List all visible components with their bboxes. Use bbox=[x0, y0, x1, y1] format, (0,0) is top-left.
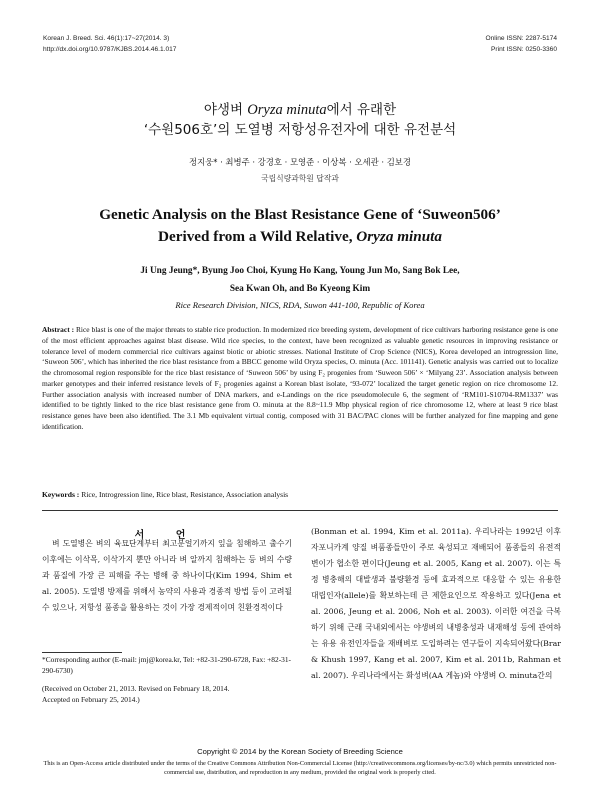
keywords-label: Keywords : bbox=[42, 490, 80, 499]
keywords-text: Rice, Introgression line, Rice blast, Resistance, Association analysis bbox=[81, 490, 289, 499]
english-authors-line1: Ji Ung Jeung*, Byung Joo Choi, Kyung Ho Kang, Young Jun Mo, Sang Bok Lee, bbox=[140, 266, 460, 276]
english-title bbox=[0, 204, 600, 248]
english-authors bbox=[0, 262, 600, 298]
footnote-divider bbox=[42, 652, 122, 653]
english-title-line2 bbox=[0, 226, 600, 248]
korean-title-line2: ‘수원506호’의 도열병 저항성유전자에 대한 유전분석 bbox=[143, 122, 457, 138]
right-column bbox=[311, 524, 561, 684]
accepted-date: Accepted on February 25, 2014.) bbox=[42, 694, 140, 704]
english-affiliation: Rice Research Division, NICS, RDA, Suwon 441-100, Republic of Korea bbox=[175, 300, 425, 310]
korean-authors: 정지웅* · 최병주 · 강경호 · 모영준 · 이상복 · 오세관 · 김보경 bbox=[188, 157, 411, 167]
received-dates: (Received on October 21, 2013. Revised on February 18, 2014. bbox=[42, 684, 230, 693]
journal-citation: Korean J. Breed. Sci. 46(1):17~27(2014. 3) bbox=[43, 35, 170, 42]
journal-header-left bbox=[43, 34, 176, 55]
abstract-text: Rice blast is one of the major threats to stable rice production. In modernized rice breeding system, development of rice cultivars harboring resistance gene is one of the most efficient approaches against blast disease. Wild rice species, to the context, have been recognized as valuable genetic resources in improving resistance or tolerance level of modern commercial rice cultivars against biotic or abiotic stresses. National Institute of Crop Science (NICS), Korea developed an introgression line, ‘Suweon 506’, which has inherited the rice blast resistance from a BBCC genome wild Oryza species, O. minuta (Acc. 101141). Genetic analysis was carried out to localize the chromosomal region responsible for the rice blast resistance of ‘Suweon 506’ by using F₂ progenies from ‘Suweon 506’ × ‘Milyang 23’. Association analysis between marker genotypes and their inferred resistance levels of F₂ progenies against a Korean blast isolate, ‘93-072’ localized the target genetic region on rice chromosome 12. Further association analysis with increased number of DNA markers, and e-Landings on the rice pseudomolecule 6, the segment of ‘RM101-S10704-RM1337’ was identified to be tightly linked to the rice blast resistance gene from O. minuta at the 8.8~11.9 Mbp physical region of rice chromosome 12, where at least 9 rice blast resistance genes have been also identified. The 3.1 Mb equivalent virtual contig, composed with 31 BAC/PAC clones will be further analyzed for fine mapping and gene identification. bbox=[42, 325, 559, 431]
introduction-heading: 서 언 bbox=[134, 530, 200, 541]
section-divider bbox=[42, 510, 558, 511]
korean-title-species: Oryza minuta bbox=[247, 102, 327, 118]
corresponding-author-footnote: *Corresponding author (E-mail: jmj@korea.kr, Tel: +82-31-290-6728, Fax: +82-31-290-6730) bbox=[42, 655, 292, 675]
doi-link[interactable]: http://dx.doi.org/10.9787/KJBS.2014.46.1.017 bbox=[43, 45, 177, 53]
right-column-text: (Bonman et al. 1994, Kim et al. 2011a). 우리나라는 1992년 이후 자포니카계 양질 벼품종들만이 주로 육성되고 재배되어 품종들의 유전적 변이가 협소한 편이다(Jeung et al. 2005, Kang et al. 2007). 이는 특정 병충해의 대발생과 불량환경 등에 효과적으로 대응할 수 있는 유용한 대립인자(allele)를 확보하는데 큰 제한요인으로 작용하고 있다(Jena et al. 2006, Jeung et al. 2006, Noh et al. 2003). 이러한 여건을 극복하기 위해 근래 국내외에서는 야생벼의 내병충성과 내재해성 등에 관여하는 유용 유전인자들을 재배벼로 도입하려는 연구들이 지속되어왔다(Brar & Khush 1997, Kang et al. 2007, Kim et al. 2011b, Rahman et al. 2007). 우리나라에서는 화성벼(AA 게놈)와 야생벼 O. minuta간의 bbox=[311, 527, 561, 680]
journal-header-right bbox=[486, 34, 557, 55]
left-column bbox=[42, 536, 292, 616]
korean-affiliation: 국립식량과학원 답작과 bbox=[261, 174, 339, 183]
english-title-line1: Genetic Analysis on the Blast Resistance Gene of ‘Suweon506’ bbox=[99, 206, 501, 223]
korean-title-line1 bbox=[0, 100, 600, 120]
korean-title-post: 에서 유래한 bbox=[326, 102, 397, 118]
english-title-pre: Derived from a Wild Relative, bbox=[158, 228, 357, 245]
copyright-notice: Copyright © 2014 by the Korean Society of Breeding Science bbox=[197, 747, 403, 756]
abstract bbox=[42, 325, 558, 433]
english-authors-line2: Sea Kwan Oh, and Bo Kyeong Kim bbox=[229, 284, 371, 294]
license-notice: This is an Open-Access article distributed under the terms of the Creative Commons Attribution Non-Commercial License (http://creativecommons.org/licenses/by-nc/3.0) which permits unrestricted non-commercial use, distribution, and reproduction in any medium, provided the original work is properly cited. bbox=[43, 760, 557, 776]
left-column-text: 벼 도열병은 벼의 육묘단계부터 최고분얼기까지 잎을 침해하고 출수기 이후에는 이삭목, 이삭가지 뿐만 아니라 벼 알까지 침해하는 등 벼의 수량과 품질에 가장 큰 피해를 주는 병해 중 하나이다(Kim 1994, Shim et al. 2005). 도열병 방제를 위해서 농약의 사용과 경종적 방법 등이 고려될 수 있으나, 저항성 품종을 활용하는 것이 가장 경제적이며 친환경적이다 bbox=[42, 539, 292, 612]
print-issn: Print ISSN: 0250-3360 bbox=[491, 45, 557, 53]
keywords bbox=[42, 489, 558, 500]
abstract-label: Abstract : bbox=[42, 325, 75, 334]
korean-title bbox=[0, 100, 600, 140]
english-title-species: Oryza minuta bbox=[356, 228, 442, 245]
received-footnote bbox=[42, 684, 292, 705]
korean-title-pre: 야생벼 bbox=[203, 102, 248, 118]
online-issn: Online ISSN: 2287-5174 bbox=[485, 35, 557, 42]
